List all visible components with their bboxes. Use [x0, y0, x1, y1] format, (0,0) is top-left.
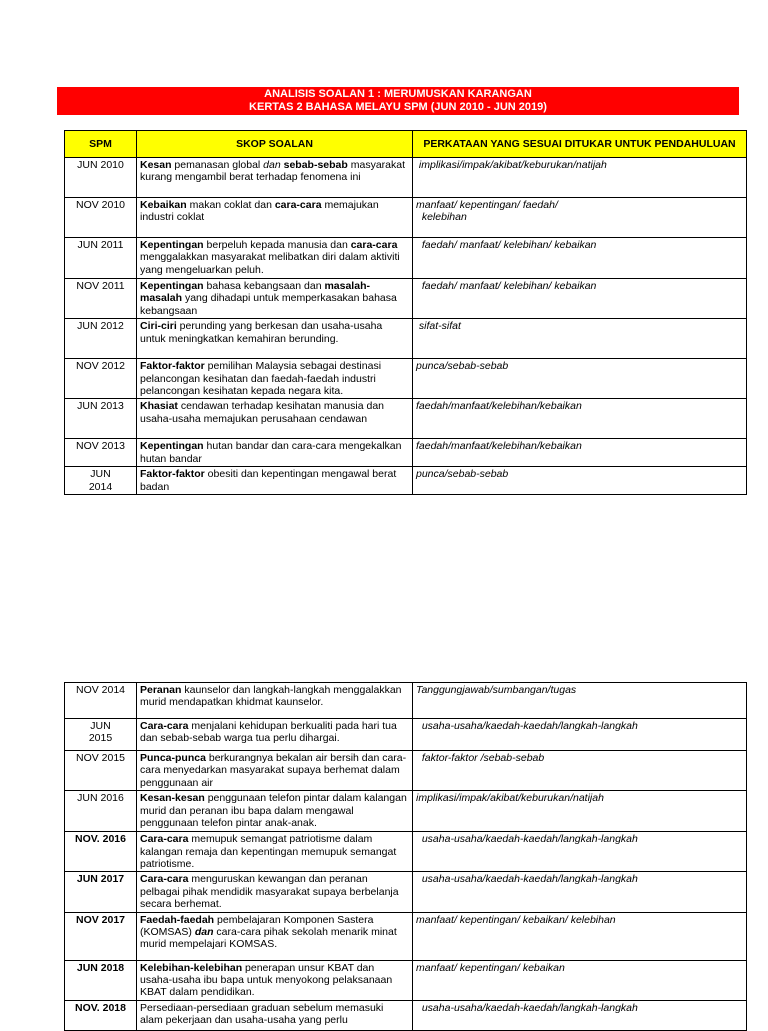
cell-spm: NOV 2017	[65, 912, 137, 960]
cell-skop-soalan: Faedah-faedah pembelajaran Komponen Sastera (KOMSAS) dan cara-cara pihak sekolah menarik minat murid mempelajari KOMSAS.	[137, 912, 413, 960]
cell-perkataan: sifat-sifat	[413, 319, 747, 359]
cell-perkataan: punca/sebab-sebab	[413, 359, 747, 399]
cell-spm: NOV 2015	[65, 751, 137, 791]
cell-skop-soalan: Kesan pemanasan global dan sebab-sebab masyarakat kurang mengambil berat terhadap fenomena ini	[137, 158, 413, 198]
cell-skop-soalan: Ciri-ciri perunding yang berkesan dan usaha-usaha untuk meningkatkan kemahiran berunding.	[137, 319, 413, 359]
cell-skop-soalan: Kelebihan-kelebihan penerapan unsur KBAT dan usaha-usaha ibu bapa untuk menyokong pelaksanaan KBAT dalam pendidikan.	[137, 960, 413, 1000]
cell-spm: JUN 2018	[65, 960, 137, 1000]
cell-spm: NOV 2014	[65, 683, 137, 719]
table-row	[65, 872, 747, 912]
cell-skop-soalan: Kesan-kesan penggunaan telefon pintar dalam kalangan murid dan peranan ibu bapa dalam mengawal penggunaan telefon pintar anak-anak.	[137, 791, 413, 832]
table-row	[65, 912, 747, 960]
analysis-table-2	[64, 682, 747, 1031]
cell-perkataan: punca/sebab-sebab	[413, 467, 747, 495]
cell-perkataan: usaha-usaha/kaedah-kaedah/langkah-langkah	[413, 832, 747, 872]
cell-perkataan: implikasi/impak/akibat/keburukan/natijah	[413, 791, 747, 832]
cell-perkataan: manfaat/ kepentingan/ kebaikan	[413, 960, 747, 1000]
cell-skop-soalan: Kepentingan bahasa kebangsaan dan masalah-masalah yang dihadapi untuk memperkasakan bahasa kebangsaan	[137, 279, 413, 319]
table-row	[65, 198, 747, 238]
title-banner	[57, 87, 739, 115]
cell-spm: JUN 2011	[65, 238, 137, 279]
cell-skop-soalan: Kebaikan makan coklat dan cara-cara memajukan industri coklat	[137, 198, 413, 238]
cell-perkataan: usaha-usaha/kaedah-kaedah/langkah-langkah	[413, 872, 747, 912]
cell-spm: JUN 2010	[65, 158, 137, 198]
cell-perkataan: usaha-usaha/kaedah-kaedah/langkah-langkah	[413, 1000, 747, 1030]
table-row	[65, 683, 747, 719]
analysis-table-1	[64, 130, 747, 495]
cell-skop-soalan: Cara-cara menguruskan kewangan dan peranan pelbagai pihak mendidik masyarakat supaya berbelanja secara berhemat.	[137, 872, 413, 912]
cell-skop-soalan: Kepentingan hutan bandar dan cara-cara mengekalkan hutan bandar	[137, 439, 413, 467]
cell-spm: NOV. 2018	[65, 1000, 137, 1030]
table-row	[65, 439, 747, 467]
cell-perkataan: Tanggungjawab/sumbangan/tugas	[413, 683, 747, 719]
cell-perkataan: faedah/manfaat/kelebihan/kebaikan	[413, 399, 747, 439]
cell-skop-soalan: Peranan kaunselor dan langkah-langkah menggalakkan murid mendapatkan khidmat kaunselor.	[137, 683, 413, 719]
table-row	[65, 279, 747, 319]
cell-skop-soalan: Khasiat cendawan terhadap kesihatan manusia dan usaha-usaha memajukan perusahaan cendawan	[137, 399, 413, 439]
cell-perkataan: manfaat/ kepentingan/ kebaikan/ kelebihan	[413, 912, 747, 960]
table-row	[65, 791, 747, 832]
cell-perkataan: faedah/manfaat/kelebihan/kebaikan	[413, 439, 747, 467]
table-row	[65, 1000, 747, 1030]
table-row	[65, 832, 747, 872]
cell-perkataan: faktor-faktor /sebab-sebab	[413, 751, 747, 791]
cell-spm: JUN 2017	[65, 872, 137, 912]
cell-spm: JUN 2015	[65, 719, 137, 751]
cell-spm: NOV 2013	[65, 439, 137, 467]
table-row	[65, 399, 747, 439]
cell-spm: JUN 2012	[65, 319, 137, 359]
cell-perkataan: faedah/ manfaat/ kelebihan/ kebaikan	[413, 238, 747, 279]
cell-spm: NOV. 2016	[65, 832, 137, 872]
header-spm: SPM	[65, 131, 137, 158]
table-row	[65, 158, 747, 198]
cell-skop-soalan: Persediaan-persediaan graduan sebelum memasuki alam pekerjaan dan usaha-usaha yang perlu	[137, 1000, 413, 1030]
banner-line-1: ANALISIS SOALAN 1 : MERUMUSKAN KARANGAN	[264, 88, 532, 100]
cell-spm: NOV 2011	[65, 279, 137, 319]
banner-line-2: KERTAS 2 BAHASA MELAYU SPM (JUN 2010 - JUN 2019)	[249, 101, 547, 113]
cell-skop-soalan: Kepentingan berpeluh kepada manusia dan cara-cara menggalakkan masyarakat melibatkan diri dalam aktiviti yang mengeluarkan peluh.	[137, 238, 413, 279]
cell-skop-soalan: Cara-cara menjalani kehidupan berkualiti pada hari tua dan sebab-sebab warga tua perlu dihargai.	[137, 719, 413, 751]
table-row	[65, 719, 747, 751]
cell-spm: JUN 2013	[65, 399, 137, 439]
table-row	[65, 238, 747, 279]
cell-skop-soalan: Faktor-faktor pemilihan Malaysia sebagai destinasi pelancongan kesihatan dan faedah-faedah industri pelancongan kesihatan kepada negara kita.	[137, 359, 413, 399]
table-row	[65, 359, 747, 399]
table-row	[65, 467, 747, 495]
cell-skop-soalan: Cara-cara memupuk semangat patriotisme dalam kalangan remaja dan kepentingan memupuk semangat patriotisme.	[137, 832, 413, 872]
cell-spm: JUN 2016	[65, 791, 137, 832]
cell-skop-soalan: Faktor-faktor obesiti dan kepentingan mengawal berat badan	[137, 467, 413, 495]
header-perkataan: PERKATAAN YANG SESUAI DITUKAR UNTUK PENDAHULUAN	[413, 131, 747, 158]
cell-spm: JUN 2014	[65, 467, 137, 495]
table-row	[65, 960, 747, 1000]
cell-perkataan: usaha-usaha/kaedah-kaedah/langkah-langkah	[413, 719, 747, 751]
header-skop: SKOP SOALAN	[137, 131, 413, 158]
cell-perkataan: faedah/ manfaat/ kelebihan/ kebaikan	[413, 279, 747, 319]
cell-spm: NOV 2012	[65, 359, 137, 399]
cell-spm: NOV 2010	[65, 198, 137, 238]
cell-skop-soalan: Punca-punca berkurangnya bekalan air bersih dan cara-cara menyedarkan masyarakat supaya berhemat dalam penggunaan air	[137, 751, 413, 791]
table-row	[65, 319, 747, 359]
cell-perkataan: implikasi/impak/akibat/keburukan/natijah	[413, 158, 747, 198]
cell-perkataan: manfaat/ kepentingan/ faedah/ kelebihan	[413, 198, 747, 238]
table-row	[65, 751, 747, 791]
table-header-row	[65, 131, 747, 158]
